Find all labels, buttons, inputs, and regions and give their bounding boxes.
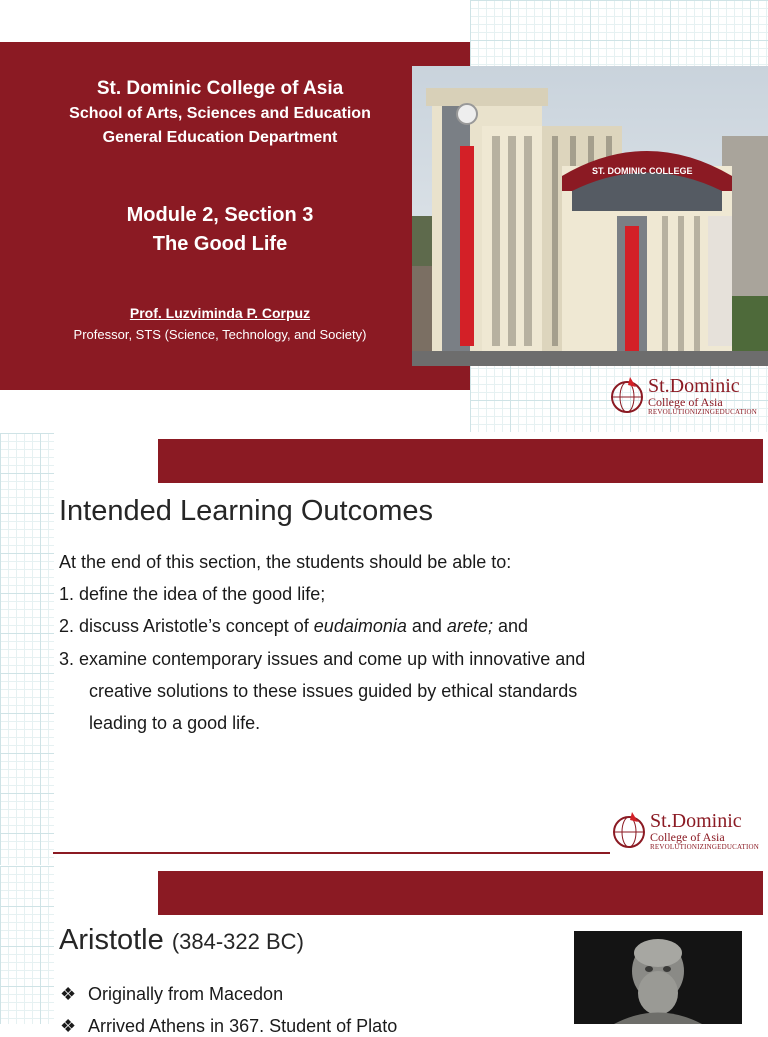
term-arete: arete;: [446, 616, 493, 636]
logo-tagline: REVOLUTIONIZINGEDUCATION: [650, 843, 760, 851]
college-logo: [608, 375, 758, 419]
header-band: [158, 871, 763, 915]
bullet-text: Arrived Athens in 367. Student of Plato: [88, 1016, 398, 1036]
grid-background: [0, 433, 54, 865]
aristotle-bust-image: [574, 931, 742, 1024]
title-slide: [0, 0, 768, 432]
slide-title: Intended Learning Outcomes: [59, 495, 434, 527]
bullet-item: [60, 984, 283, 1005]
term-eudaimonia: eudaimonia: [313, 616, 407, 636]
grid-background: [0, 866, 54, 1024]
divider: [53, 852, 610, 854]
header-band: [158, 439, 763, 483]
bullet-text: Originally from Macedon: [88, 984, 284, 1004]
slide-title: [59, 924, 304, 957]
building-sign: ST. DOMINIC COLLEGE: [592, 166, 693, 176]
logo-line1: St.Dominic: [650, 810, 742, 832]
outcome-item-3-line1: 3. examine contemporary issues and come up with innovative and: [59, 649, 586, 669]
outcome-item-2-text: and: [406, 616, 447, 636]
logo-line2: College of Asia: [650, 830, 725, 844]
professor-name: Prof. Luzviminda P. Corpuz: [129, 305, 311, 321]
college-name: St. Dominic College of Asia: [96, 78, 344, 99]
globe-icon: [608, 375, 646, 415]
learning-outcomes-slide: [0, 433, 768, 865]
college-logo: [610, 810, 760, 854]
professor-role: Professor, STS (Science, Technology, and Society): [73, 327, 367, 342]
bullet-item: [60, 1016, 397, 1037]
college-building-photo: [412, 66, 768, 366]
outcome-item-3-line3: leading to a good life.: [89, 713, 261, 733]
school-name: School of Arts, Sciences and Education: [69, 105, 371, 122]
globe-icon: [610, 810, 648, 850]
title-name: Aristotle: [59, 924, 164, 956]
logo-line1: St.Dominic: [648, 375, 740, 397]
department-name: General Education Department: [102, 129, 338, 146]
outcome-item-1: 1. define the idea of the good life;: [59, 584, 326, 604]
title-years: (384-322 BC): [171, 929, 304, 954]
outcome-item-2-text: and: [492, 616, 528, 636]
outcome-item-2-text: 2. discuss Aristotle’s concept of: [59, 616, 314, 636]
module-label: Module 2, Section 3: [126, 204, 314, 226]
topic-label: The Good Life: [152, 233, 288, 255]
logo-line2: College of Asia: [648, 395, 723, 409]
intro-text: At the end of this section, the students should be able to:: [59, 552, 512, 572]
title-panel: [0, 42, 470, 390]
outcome-item-2: [59, 616, 528, 637]
outcome-item-3-line2: creative solutions to these issues guided by ethical standards: [89, 681, 578, 701]
aristotle-slide: [0, 866, 768, 1036]
diamond-bullet-icon: ❖: [60, 984, 77, 1004]
logo-tagline: REVOLUTIONIZINGEDUCATION: [648, 408, 758, 416]
diamond-bullet-icon: ❖: [60, 1016, 77, 1036]
